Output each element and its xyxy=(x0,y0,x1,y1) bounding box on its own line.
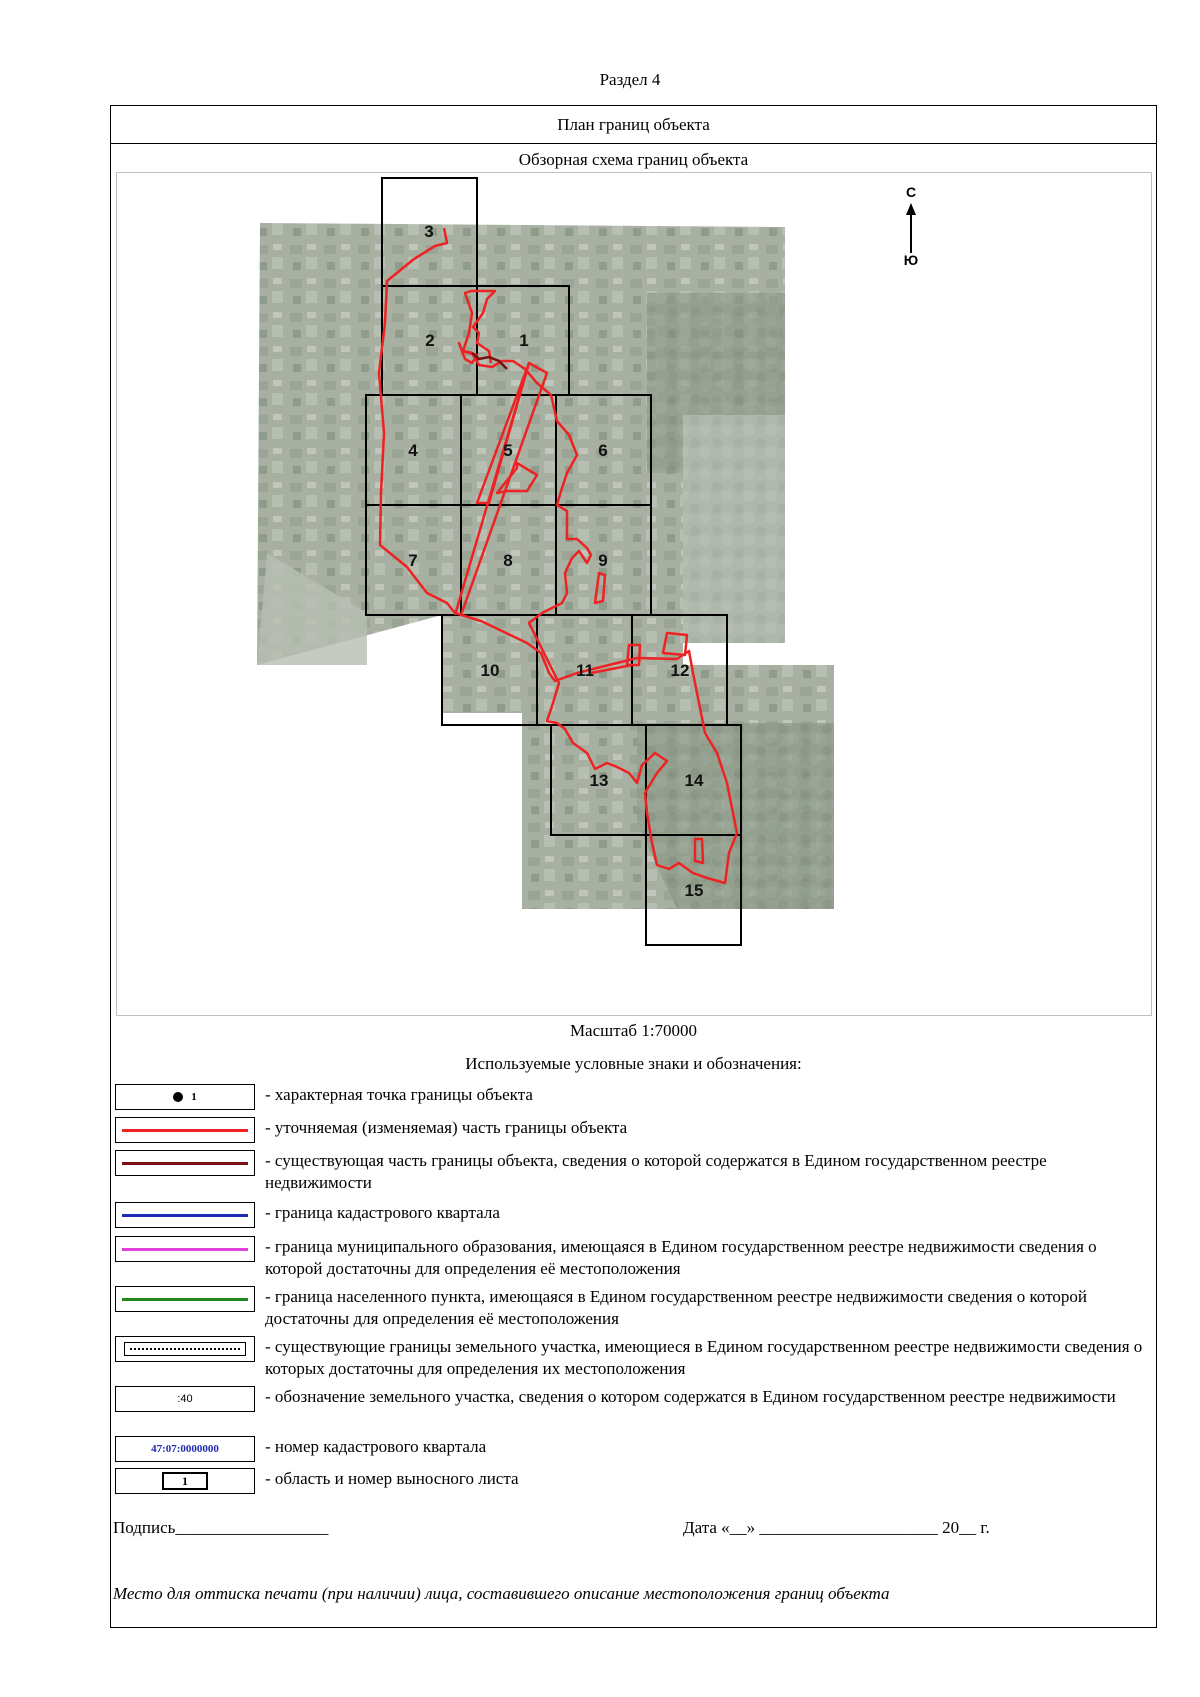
legend-quarter-number: 47:07:0000000 xyxy=(151,1443,219,1455)
plan-title: План границ объекта xyxy=(111,106,1156,144)
sheet-label-7: 7 xyxy=(408,551,418,570)
overview-map xyxy=(116,172,1152,1016)
sheet-label-9: 9 xyxy=(598,551,608,570)
overview-map-svg xyxy=(117,173,1151,1015)
sheet-label-13: 13 xyxy=(589,771,609,790)
legend-symbol-darkred-line xyxy=(115,1150,255,1176)
legend-point-number: 1 xyxy=(191,1091,197,1103)
legend-text: - номер кадастрового квартала xyxy=(265,1437,487,1456)
sheet-label-10: 10 xyxy=(480,661,500,680)
signature-field: Подпись__________________ xyxy=(113,1518,329,1537)
date-field: Дата «__» _____________________ 20__ г. xyxy=(683,1518,990,1537)
overview-title: Обзорная схема границ объекта xyxy=(518,150,749,169)
legend-symbol-red-line xyxy=(115,1117,255,1143)
sheet-label-3: 3 xyxy=(424,222,434,241)
section-title: Раздел 4 xyxy=(599,70,661,89)
sheet-label-11: 11 xyxy=(576,661,594,680)
legend-symbol-dotted-box xyxy=(115,1336,255,1362)
document-frame xyxy=(110,105,1157,1628)
legend-text: - граница кадастрового квартала xyxy=(265,1203,500,1222)
legend-text: - характерная точка границы объекта xyxy=(265,1085,533,1104)
aerial-imagery xyxy=(257,223,834,909)
sheet-label-12: 12 xyxy=(670,661,690,680)
stamp-note: Место для оттиска печати (при наличии) лица, составившего описание местоположения границ объекта xyxy=(113,1584,890,1603)
legend-symbol-blue-line xyxy=(115,1202,255,1228)
sheet-label-6: 6 xyxy=(598,441,608,460)
legend-symbol-parcel-label xyxy=(115,1386,255,1412)
legend-title: Используемые условные знаки и обозначения: xyxy=(465,1054,802,1073)
legend-symbol-magenta-line xyxy=(115,1236,255,1262)
legend-text: - существующая часть границы объекта, сведения о которой содержатся в Едином государственном реестре недвижимости xyxy=(265,1151,1047,1192)
sheet-label-15: 15 xyxy=(684,881,704,900)
map-scale: Масштаб 1:70000 xyxy=(569,1021,698,1040)
legend-symbol-point xyxy=(115,1084,255,1110)
legend-text: - граница населенного пункта, имеющаяся в Едином государственном реестре недвижимости сведения о которой достаточны для определения её местоположения xyxy=(265,1287,1088,1328)
legend-text: - обозначение земельного участка, сведения о котором содержатся в Едином государственном реестре недвижимости xyxy=(265,1387,1116,1406)
sheet-label-8: 8 xyxy=(503,551,513,570)
legend-text: - уточняемая (изменяемая) часть границы объекта xyxy=(265,1118,628,1137)
legend-text: - существующие границы земельного участка, имеющиеся в Едином государственном реестре недвижимости сведения о которых достаточны для определения их местоположения xyxy=(265,1337,1143,1378)
sheet-label-5: 5 xyxy=(503,441,513,460)
legend-symbol-sheet-box xyxy=(115,1468,255,1494)
legend-text: - область и номер выносного листа xyxy=(265,1469,519,1488)
south-label: Ю xyxy=(903,252,919,268)
north-label: С xyxy=(905,184,917,200)
legend-text: - граница муниципального образования, имеющаяся в Едином государственном реестре недвижимости сведения о которой достаточны для определения её местоположения xyxy=(265,1237,1097,1278)
legend-parcel-number: :40 xyxy=(177,1393,193,1405)
legend-sheet-number: 1 xyxy=(162,1472,208,1490)
sheet-label-2: 2 xyxy=(425,331,435,350)
legend-symbol-quarter-number xyxy=(115,1436,255,1462)
sheet-label-4: 4 xyxy=(408,441,418,460)
sheet-label-14: 14 xyxy=(684,771,704,790)
point-dot-icon xyxy=(173,1092,183,1102)
sheet-label-1: 1 xyxy=(519,331,529,350)
legend-symbol-green-line xyxy=(115,1286,255,1312)
north-arrow-icon xyxy=(904,184,918,268)
